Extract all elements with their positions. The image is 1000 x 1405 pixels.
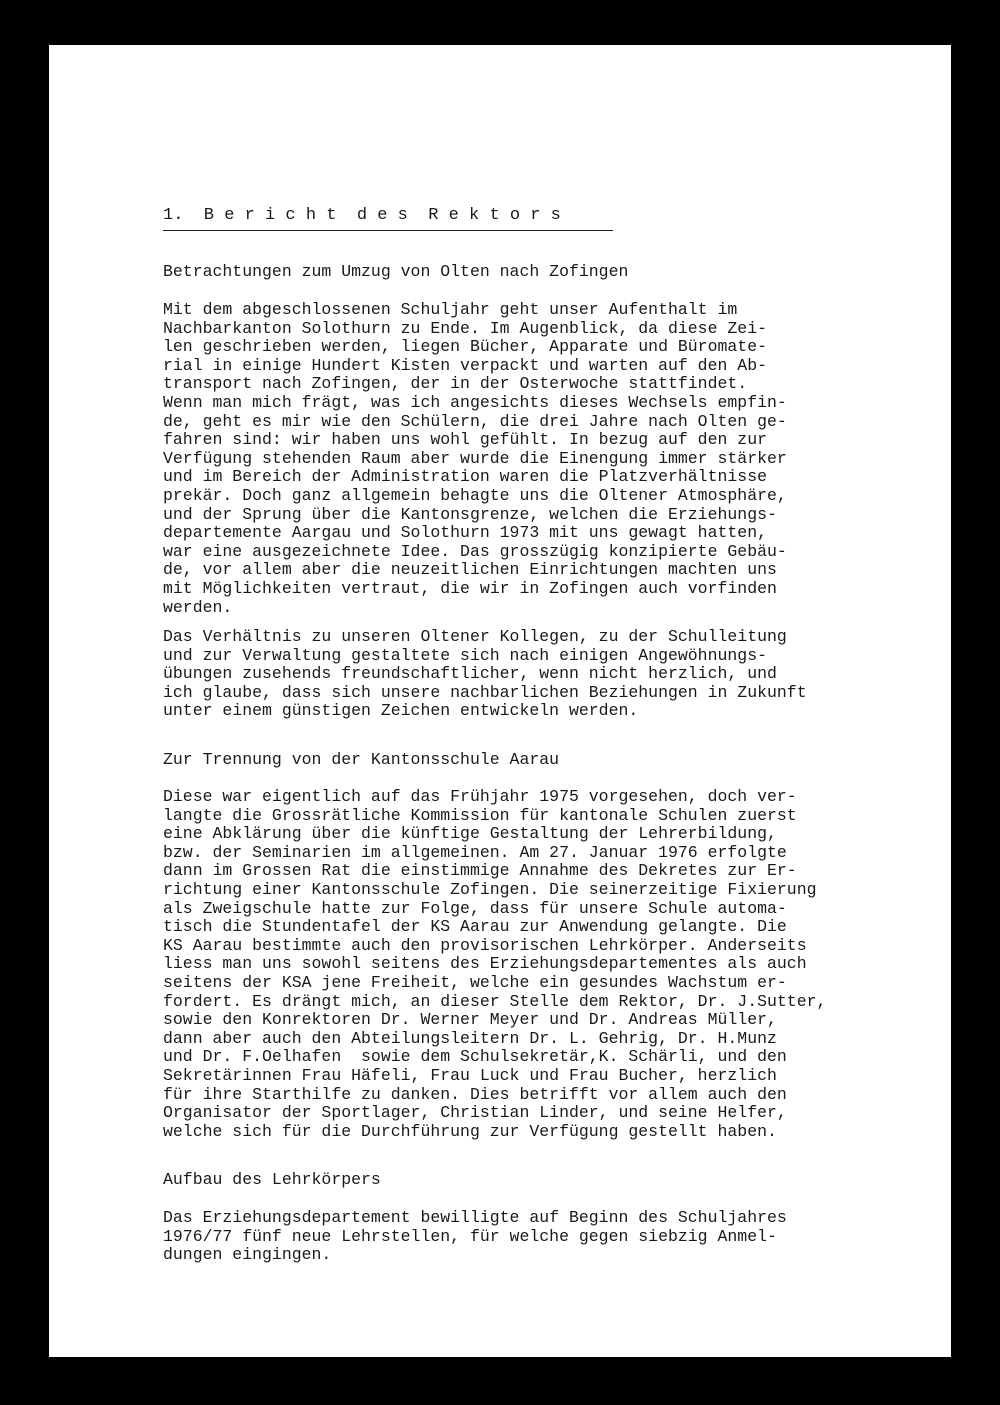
document-page [49, 45, 951, 1357]
text-line: liess man uns sowohl seitens des Erziehungsdepartementes als auch [163, 954, 807, 974]
text-line: Das Verhältnis zu unseren Oltener Kollegen, zu der Schulleitung [163, 627, 787, 646]
subheading-trennung: Zur Trennung von der Kantonsschule Aarau [163, 750, 560, 769]
text-line: de, geht es mir wie den Schülern, die drei Jahre nach Olten ge- [163, 411, 787, 431]
text-line: departemente Aargau und Solothurn 1973 mit uns gewagt hatten, [163, 523, 767, 543]
text-line: dann aber auch den Abteilungsleitern Dr. L. Gehrig, Dr. H.Munz [163, 1028, 777, 1048]
paragraph-lehrkoerper-1 [163, 1209, 787, 1265]
text-line: und der Sprung über die Kantonsgrenze, welchen die Erziehungs- [163, 504, 777, 524]
paragraph-umzug-2 [163, 628, 807, 721]
text-line: Verfügung stehenden Raum aber wurde die Einengung immer stärker [163, 448, 787, 468]
text-line: Mit dem abgeschlossenen Schuljahr geht unser Aufenthalt im [163, 300, 738, 319]
text-line: fordert. Es drängt mich, an dieser Stelle dem Rektor, Dr. J.Sutter, [163, 991, 827, 1011]
text-line: prekär. Doch ganz allgemein behagte uns die Oltener Atmosphäre, [163, 485, 787, 505]
text-line: Wenn man mich frägt, was ich angesichts dieses Wechsels empfin- [163, 392, 787, 412]
text-line: ich glaube, dass sich unsere nachbarlichen Beziehungen in Zukunft [163, 682, 807, 702]
text-line: fahren sind: wir haben uns wohl gefühlt. In bezug auf den zur [163, 430, 767, 450]
text-line: Organisator der Sportlager, Christian Linder, und seine Helfer, [163, 1103, 787, 1123]
text-line: und zur Verwaltung gestaltete sich nach einigen Angewöhnungs- [163, 645, 767, 665]
text-line: tisch die Stundentafel der KS Aarau zur Anwendung gelangte. Die [163, 917, 787, 937]
paragraph-trennung-1 [163, 788, 826, 1141]
text-line: seitens der KSA jene Freiheit, welche ein gesundes Wachstum er- [163, 972, 787, 992]
text-line: Das Erziehungsdepartement bewilligte auf Beginn des Schuljahres [163, 1208, 787, 1227]
text-line: werden. [163, 597, 233, 617]
text-line: dann im Grossen Rat die einstimmige Annahme des Dekretes zur Er- [163, 861, 797, 881]
subheading-lehrkoerper: Aufbau des Lehrkörpers [163, 1170, 381, 1189]
text-line: KS Aarau bestimmte auch den provisorischen Lehrkörper. Anderseits [163, 935, 807, 955]
text-line: für ihre Starthilfe zu danken. Dies betrifft vor allem auch den [163, 1084, 787, 1104]
text-line: welche sich für die Durchführung zur Verfügung gestellt haben. [163, 1121, 777, 1141]
text-line: bzw. der Seminarien im allgemeinen. Am 27. Januar 1976 erfolgte [163, 842, 787, 862]
text-line: richtung einer Kantonsschule Zofingen. Die seinerzeitige Fixierung [163, 879, 817, 899]
text-line: Nachbarkanton Solothurn zu Ende. Im Augenblick, da diese Zei- [163, 318, 767, 338]
text-line: als Zweigschule hatte zur Folge, dass für unsere Schule automa- [163, 898, 787, 918]
subheading-umzug: Betrachtungen zum Umzug von Olten nach Zofingen [163, 262, 629, 281]
text-line: und im Bereich der Administration waren die Platzverhältnisse [163, 467, 767, 487]
paragraph-umzug-1 [163, 301, 787, 617]
text-line: war eine ausgezeichnete Idee. Das grosszügig konzipierte Gebäu- [163, 541, 787, 561]
text-line: unter einem günstigen Zeichen entwickeln werden. [163, 701, 639, 721]
text-line: rial in einige Hundert Kisten verpackt und warten auf den Ab- [163, 355, 767, 375]
text-line: len geschrieben werden, liegen Bücher, Apparate und Büromate- [163, 337, 767, 357]
text-line: übungen zusehends freundschaftlicher, wenn nicht herzlich, und [163, 664, 777, 684]
text-line: Sekretärinnen Frau Häfeli, Frau Luck und Frau Bucher, herzlich [163, 1065, 777, 1085]
text-line: eine Abklärung über die künftige Gestaltung der Lehrerbildung, [163, 824, 777, 844]
text-line: dungen eingingen. [163, 1245, 332, 1265]
text-line: de, vor allem aber die neuzeitlichen Einrichtungen machten uns [163, 560, 777, 580]
text-line: und Dr. F.Oelhafen sowie dem Schulsekretär,K. Schärli, und den [163, 1047, 787, 1067]
text-line: mit Möglichkeiten vertraut, die wir in Zofingen auch vorfinden [163, 578, 777, 598]
text-line: transport nach Zofingen, der in der Osterwoche stattfindet. [163, 374, 748, 394]
text-line: sowie den Konrektoren Dr. Werner Meyer und Dr. Andreas Müller, [163, 1010, 777, 1030]
section-title: 1. B e r i c h t d e s R e k t o r s [163, 207, 613, 231]
text-line: langte die Grossrätliche Kommission für kantonale Schulen zuerst [163, 805, 797, 825]
text-line: 1976/77 fünf neue Lehrstellen, für welche gegen siebzig Anmel- [163, 1226, 777, 1246]
text-line: Diese war eigentlich auf das Frühjahr 1975 vorgesehen, doch ver- [163, 787, 797, 806]
